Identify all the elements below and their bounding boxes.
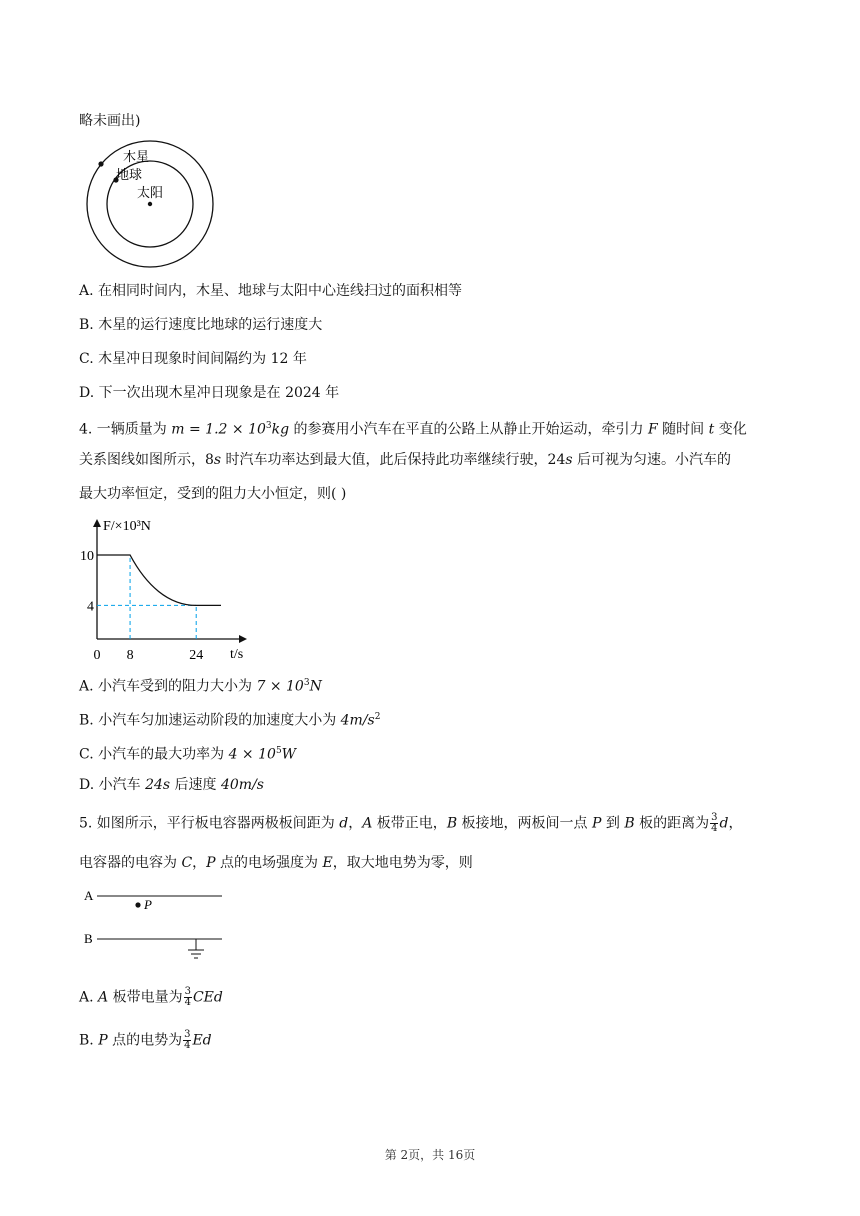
sun-dot [148, 202, 152, 206]
x-tick-label-24: 24 [189, 648, 204, 663]
ground-symbol [188, 939, 204, 958]
earth-label: 地球 [116, 167, 143, 182]
q4-option-c: C. 小汽车的最大功率为 $4 \times 10^5W$ [79, 746, 297, 763]
plate-a-label: A [84, 888, 94, 903]
force-curve [97, 555, 221, 605]
y-axis-label: F/×10³N [103, 519, 151, 534]
jupiter-dot [98, 161, 103, 166]
q3-option-b: B. 木星的运行速度比地球的运行速度大 [79, 317, 323, 333]
q4-stem-line1: 4. 一辆质量为 $m = 1.2 \times 10^3kg$ 的参赛用小汽车在平直的公路上从静止开始运动，牵引力 F 随时间 t 变化 [79, 421, 747, 438]
point-p-dot [135, 902, 140, 907]
y-tick-label-4: 4 [87, 599, 94, 615]
q4-option-a: A. 小汽车受到的阻力大小为 $7 \times 10^3N$ [79, 678, 322, 695]
x-axis-label: t/s [230, 647, 244, 662]
point-p-label: P [144, 897, 152, 912]
q4-option-b: B. 小汽车匀加速运动阶段的加速度大小为 $4m/s^2$ [79, 712, 381, 729]
q3-option-a: A. 在相同时间内，木星、地球与太阳中心连线扫过的面积相等 [79, 283, 463, 299]
q5-stem-line2: 电容器的电容为 C，P 点的电场强度为 E，取大地电势为零，则 [79, 855, 473, 871]
sun-label: 太阳 [137, 185, 164, 200]
fraction-three-quarters: $\frac{3}{4}$ [711, 812, 718, 834]
q3-option-d: D. 下一次出现木星冲日现象是在 2024 年 [79, 385, 340, 401]
page-footer: 第 2页，共 16页 [384, 1148, 476, 1162]
force-time-chart [70, 513, 255, 663]
q5-stem-line1: 5. 如图所示，平行板电容器两极板间距为 d，A 板带正电，B 板接地，两板间一点 P 到 B 板的距离为 $\frac{3}{4}$ d， [79, 812, 743, 834]
q4-option-d: D. 小汽车 24s 后速度 40m/s [79, 777, 264, 793]
orbit-diagram [80, 140, 225, 270]
y-tick-label-10: 10 [80, 549, 94, 564]
q3-tail-text: 略未画出) [79, 113, 141, 129]
q4-stem-line2: 关系图线如图所示，8s 时汽车功率达到最大值，此后保持此功率继续行驶，24s 后可视为匀速。小汽车的 [79, 452, 732, 468]
q4-stem-line3: 最大功率恒定，受到的阻力大小恒定，则( ) [79, 486, 347, 502]
fraction-three-quarters: $\frac{3}{4}$ [184, 1029, 191, 1051]
jupiter-label: 木星 [123, 149, 150, 164]
q5-option-b: B. P 点的电势为 $\frac{3}{4}$ Ed [79, 1029, 212, 1051]
q3-option-c: C. 木星冲日现象时间间隔约为 12 年 [79, 351, 307, 367]
fraction-three-quarters: $\frac{3}{4}$ [184, 986, 191, 1008]
q5-option-a: A. A 板带电量为 $\frac{3}{4}$ CEd [79, 986, 223, 1008]
capacitor-diagram [80, 884, 230, 974]
x-tick-label-0: 0 [93, 648, 101, 663]
x-tick-label-8: 8 [126, 648, 134, 663]
plate-b-label: B [84, 931, 93, 946]
